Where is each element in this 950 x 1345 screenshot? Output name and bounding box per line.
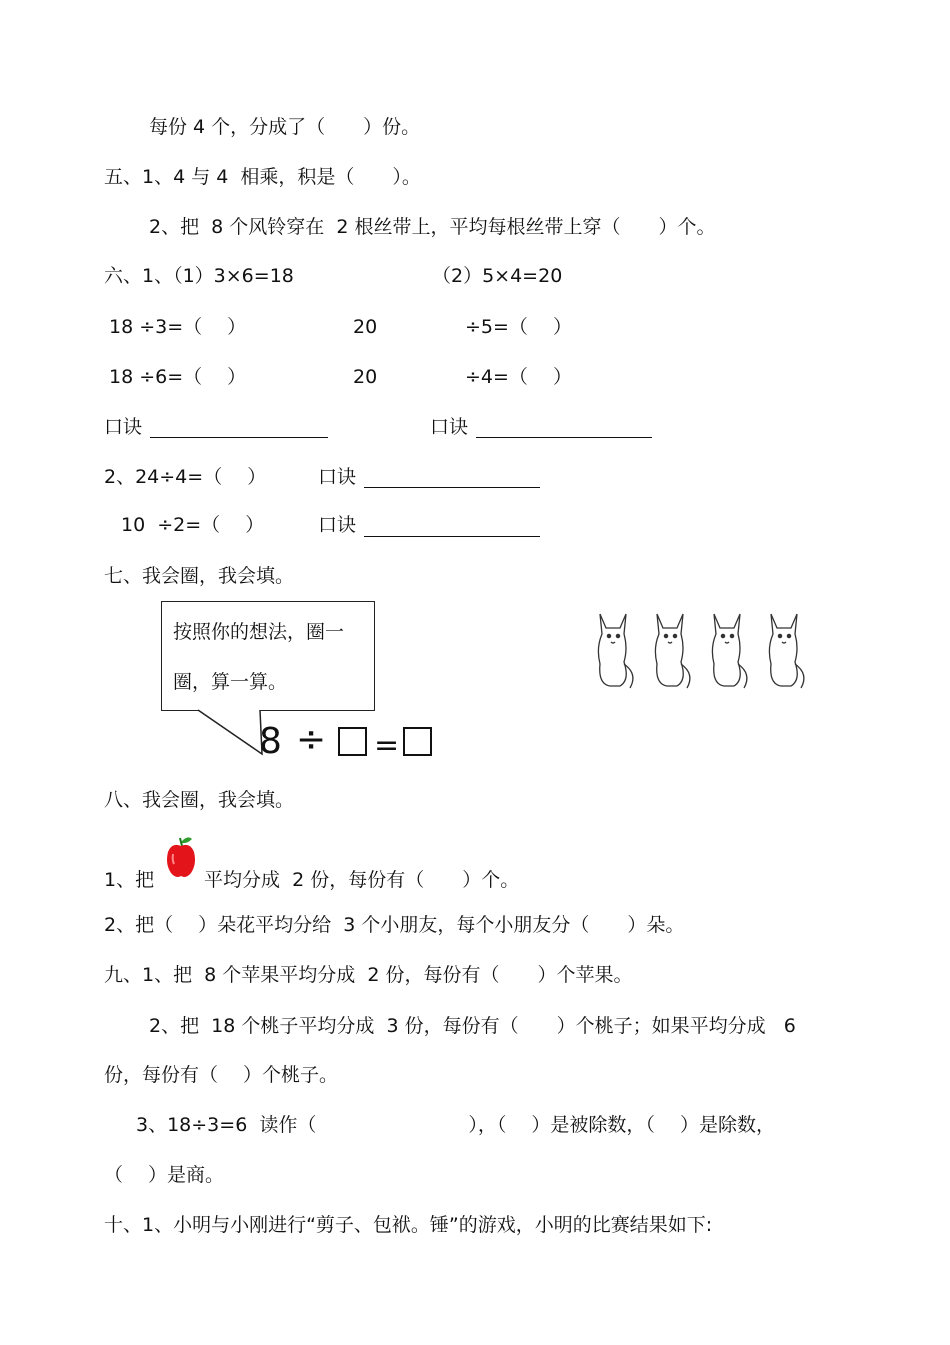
section-8-title: 八、我会圈，我会填。 bbox=[104, 789, 295, 811]
bubble-line-1: 按照你的想法，圈一 bbox=[173, 621, 345, 643]
koujue-blank-2[interactable] bbox=[476, 437, 652, 438]
equation-number-8: 8 bbox=[259, 721, 282, 762]
expr-24-div-4: 2、24÷4=（ ） bbox=[104, 466, 267, 488]
cat-icon bbox=[655, 614, 690, 688]
equation-divide-sign: ÷ bbox=[296, 719, 327, 760]
expr-div-5: ÷5=（ ） bbox=[465, 316, 572, 338]
koujue-label-3: 口诀 bbox=[318, 466, 357, 488]
cat-icon bbox=[712, 614, 747, 688]
line-8-2: 2、把（ ）朵花平均分给 3 个小朋友，每个小朋友分（ ）朵。 bbox=[104, 914, 685, 936]
cats-picture bbox=[590, 604, 830, 694]
koujue-blank-4[interactable] bbox=[364, 536, 540, 537]
answer-box-divisor[interactable] bbox=[338, 727, 367, 756]
expr-div-4: ÷4=（ ） bbox=[465, 366, 572, 388]
koujue-label-4: 口诀 bbox=[318, 514, 357, 536]
line-8-1-start: 1、把 bbox=[104, 869, 155, 891]
line-6-sub2: （2）5×4=20 bbox=[432, 265, 563, 287]
bubble-tail bbox=[190, 709, 300, 759]
apple-icon bbox=[164, 832, 198, 880]
line-6-title: 六、1、（1）3×6=18 bbox=[104, 265, 294, 287]
expr-10-div-2: 10 ÷2=（ ） bbox=[121, 514, 265, 536]
line-9-3: 3、18÷3=6 读作（ ），（ ）是被除数，（ ）是除数， bbox=[136, 1114, 775, 1136]
koujue-blank-3[interactable] bbox=[364, 487, 540, 488]
line-10-1: 十、1、小明与小刚进行“剪子、包袱。锤”的游戏，小明的比赛结果如下: bbox=[104, 1214, 713, 1236]
line-9-2: 2、把 18 个桃子平均分成 3 份，每份有（ ）个桃子；如果平均分成 6 bbox=[149, 1015, 796, 1037]
cat-icon bbox=[769, 614, 804, 688]
line-8-1-end: 平均分成 2 份，每份有（ ）个。 bbox=[204, 869, 520, 891]
koujue-label-1: 口诀 bbox=[104, 416, 143, 438]
equation-equals-sign: = bbox=[374, 728, 400, 763]
section-7-title: 七、我会圈，我会填。 bbox=[104, 565, 295, 587]
line-5-2: 2、把 8 个风铃穿在 2 根丝带上，平均每根丝带上穿（ ）个。 bbox=[149, 216, 716, 238]
speech-bubble bbox=[161, 601, 375, 711]
bubble-line-2: 圈，算一算。 bbox=[173, 671, 288, 693]
koujue-label-2: 口诀 bbox=[430, 416, 469, 438]
line-9-2-cont: 份，每份有（ ）个桃子。 bbox=[104, 1064, 339, 1086]
cat-icon bbox=[598, 614, 633, 688]
answer-box-quotient[interactable] bbox=[403, 727, 432, 756]
line-9-3-cont: （ ）是商。 bbox=[104, 1164, 225, 1186]
expr-18-div-3: 18 ÷3=（ ） bbox=[109, 316, 247, 338]
expr-20-b: 20 bbox=[353, 366, 378, 388]
line-9-1: 九、1、把 8 个苹果平均分成 2 份，每份有（ ）个苹果。 bbox=[104, 964, 633, 986]
expr-18-div-6: 18 ÷6=（ ） bbox=[109, 366, 247, 388]
expr-20-a: 20 bbox=[353, 316, 378, 338]
line-1: 每份 4 个，分成了（ ）份。 bbox=[149, 116, 421, 138]
line-5-1: 五、1、4 与 4 相乘，积是（ ）。 bbox=[104, 166, 421, 188]
koujue-blank-1[interactable] bbox=[150, 437, 328, 438]
